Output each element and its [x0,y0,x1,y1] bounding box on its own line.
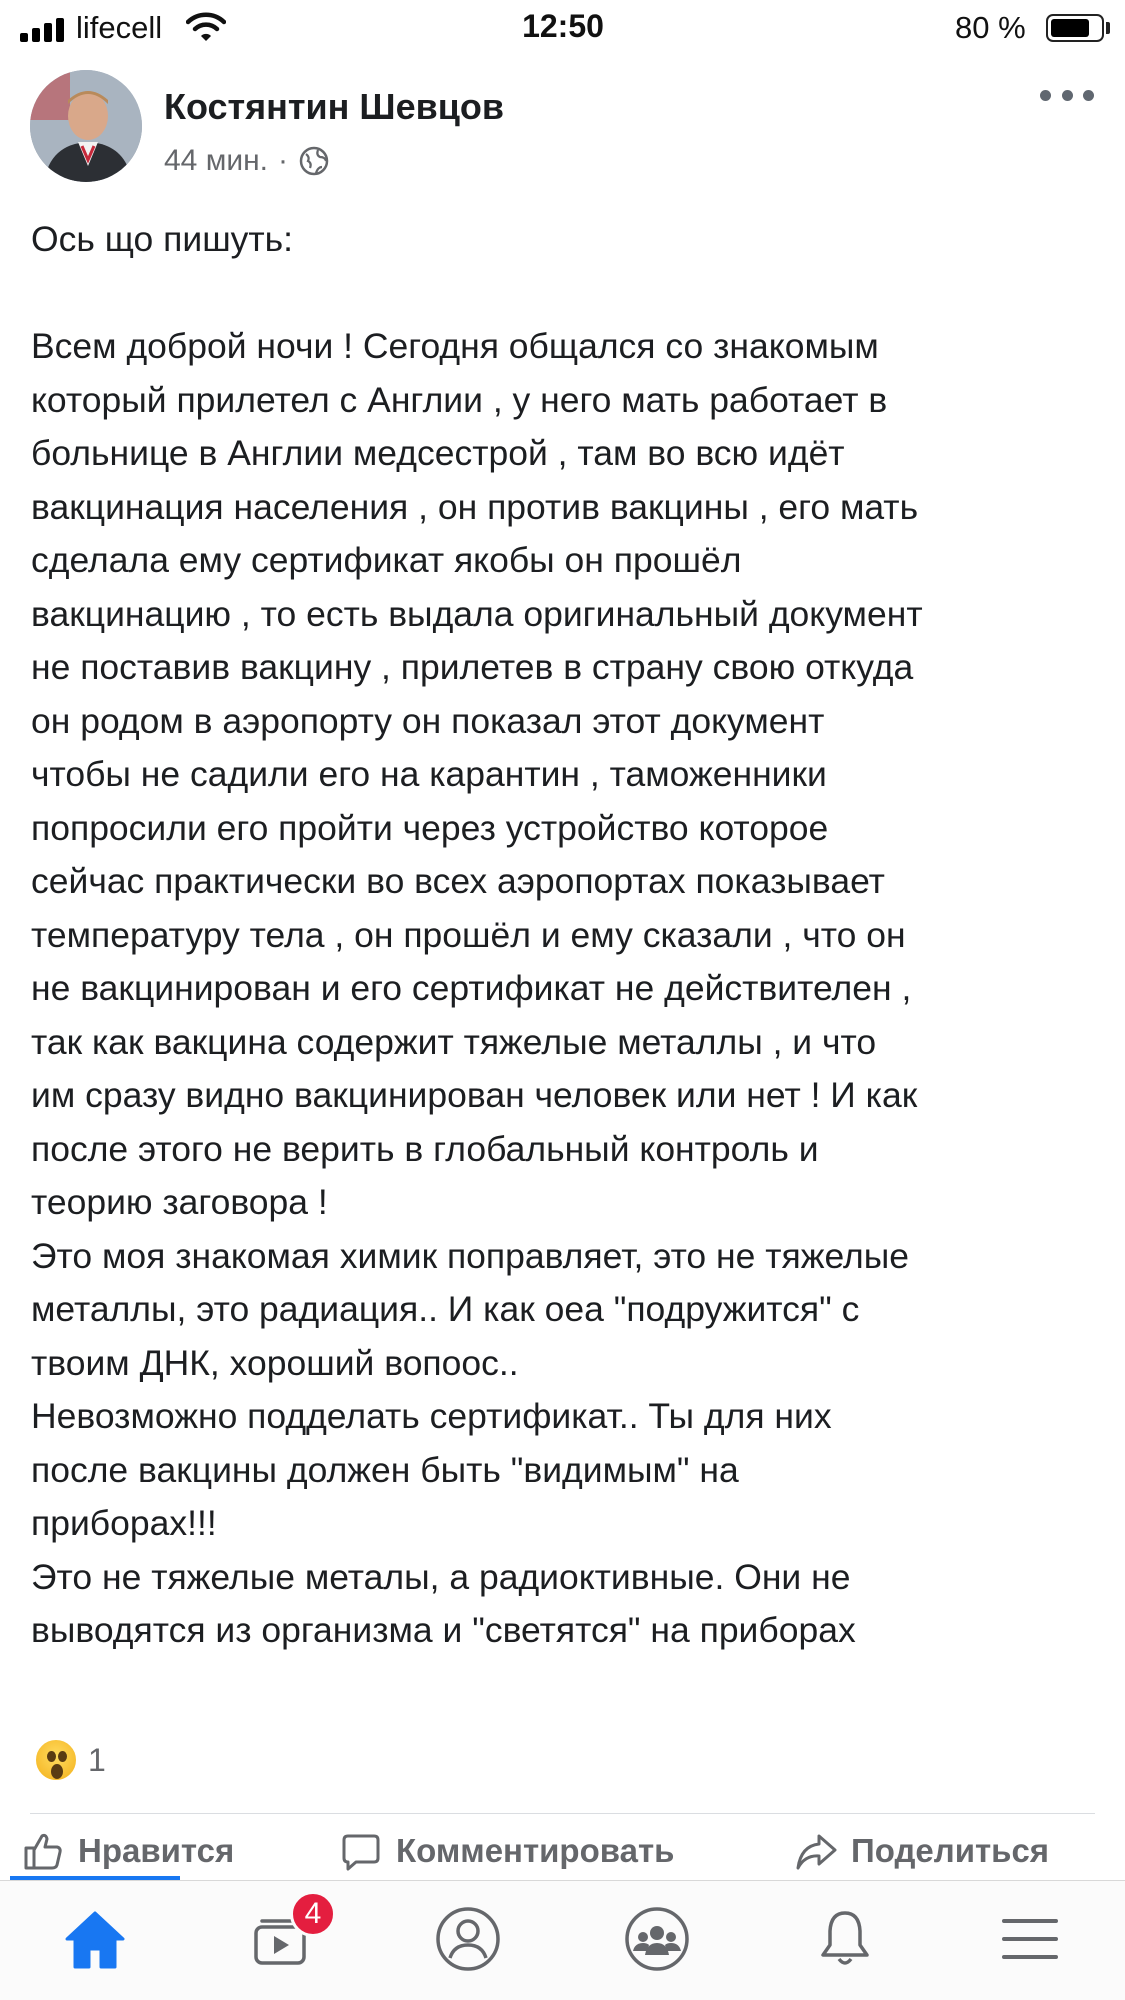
post-time[interactable]: 44 мин. [164,144,268,177]
post-text-line: чтобы не садили его на карантин , таможенники [31,754,827,794]
video-notification-badge: 4 [290,1891,336,1937]
groups-icon [621,1903,693,1975]
post-action-bar [0,1830,1125,1880]
menu-icon [994,1903,1066,1975]
tab-notifications[interactable] [805,1899,885,1979]
thumbs-up-icon [22,1830,64,1872]
post-text-line: Это не тяжелые металы, а радиоктивные. Они не [31,1556,851,1597]
clock: 12:50 [522,8,604,44]
author-name[interactable]: Костянтин Шевцов [164,86,504,127]
post-text-line: вакцинация населения , он против вакцины , его мать [31,486,919,527]
post-text-line: который прилетел с Англии , у него мать работает в [31,379,888,420]
post-meta [164,144,330,178]
post-text-line: сейчас практически во всех аэропортах показывает [31,861,885,901]
tab-menu[interactable] [990,1899,1070,1979]
post-text [31,213,1111,1658]
post-text-line: попросили его пройти через устройство которое [31,807,829,848]
globe-icon [298,145,330,177]
tab-profile[interactable] [428,1899,508,1979]
tab-groups[interactable] [617,1899,697,1979]
post-text-line: Всем доброй ночи ! Сегодня общался со знакомым [31,326,879,366]
post-text-line: сделала ему сертификат якобы он прошёл [31,540,742,580]
post-text-line: металлы, это радиация.. И как оеа "подружится" с [31,1289,860,1329]
post-text-line: не вакцинирован и его сертификат не действителен , [31,968,912,1008]
reaction-count[interactable]: 1 [88,1742,106,1778]
post-text-line: после этого не верить в глобальный контроль и [31,1128,819,1169]
post-text-line: после вакцины должен быть "видимым" на [31,1449,739,1490]
post-text-line: теорию заговора ! [31,1182,328,1222]
post-text-line: Это моя знакомая химик поправляет, это не тяжелые [31,1235,910,1276]
comment-label: Комментировать [396,1832,675,1869]
post-text-line: вакцинацию , то есть выдала оригинальный документ [31,593,923,634]
post-text-line: больнице в Англии медсестрой , там во всю идёт [31,433,845,473]
meta-separator: · [278,144,288,177]
like-button[interactable] [22,1830,234,1872]
divider [30,1813,1095,1814]
comment-button[interactable] [340,1830,674,1872]
share-icon [795,1830,837,1872]
post-text-line: Ось що пишуть: [31,219,294,259]
post-text-line: им сразу видно вакцинирован человек или нет ! И как [31,1075,918,1115]
comment-icon [340,1830,382,1872]
post-text-line: Невозможно подделать сертификат.. Ты для них [31,1396,832,1436]
post-text-line: приборах!!! [31,1503,217,1543]
avatar[interactable] [30,70,142,182]
post-text-line [31,267,1111,321]
battery-percentage: 80 % [955,10,1026,45]
notifications-icon [809,1903,881,1975]
more-options-icon[interactable] [1040,80,1094,110]
post-text-line: температуру тела , он прошёл и ему сказали , что он [31,914,906,955]
post-text-line: он родом в аэропорту он показал этот документ [31,700,825,741]
share-button[interactable] [795,1830,1049,1872]
profile-icon [432,1903,504,1975]
avatar-photo [30,70,142,182]
post-text-line: не поставив вакцину , прилетев в страну свою откуда [31,647,914,687]
wow-reaction-icon[interactable] [34,1738,78,1782]
share-label: Поделиться [851,1832,1050,1869]
post-text-line: так как вакцина содержит тяжелые металлы , и что [31,1021,877,1062]
wifi-icon [186,12,226,42]
cellular-signal-icon [20,18,66,42]
bottom-tab-bar [0,1880,1125,2000]
like-label: Нравится [78,1832,235,1869]
carrier-name: lifecell [76,10,163,45]
post-text-line: твоим ДНК, хороший вопоос.. [31,1342,519,1383]
post-text-line: выводятся из организма и "светятся" на приборах [31,1610,856,1650]
battery-cap [1106,22,1110,34]
status-bar [0,0,1125,56]
tab-home[interactable] [55,1899,135,1979]
home-icon [59,1903,131,1975]
battery-icon [1046,14,1104,42]
